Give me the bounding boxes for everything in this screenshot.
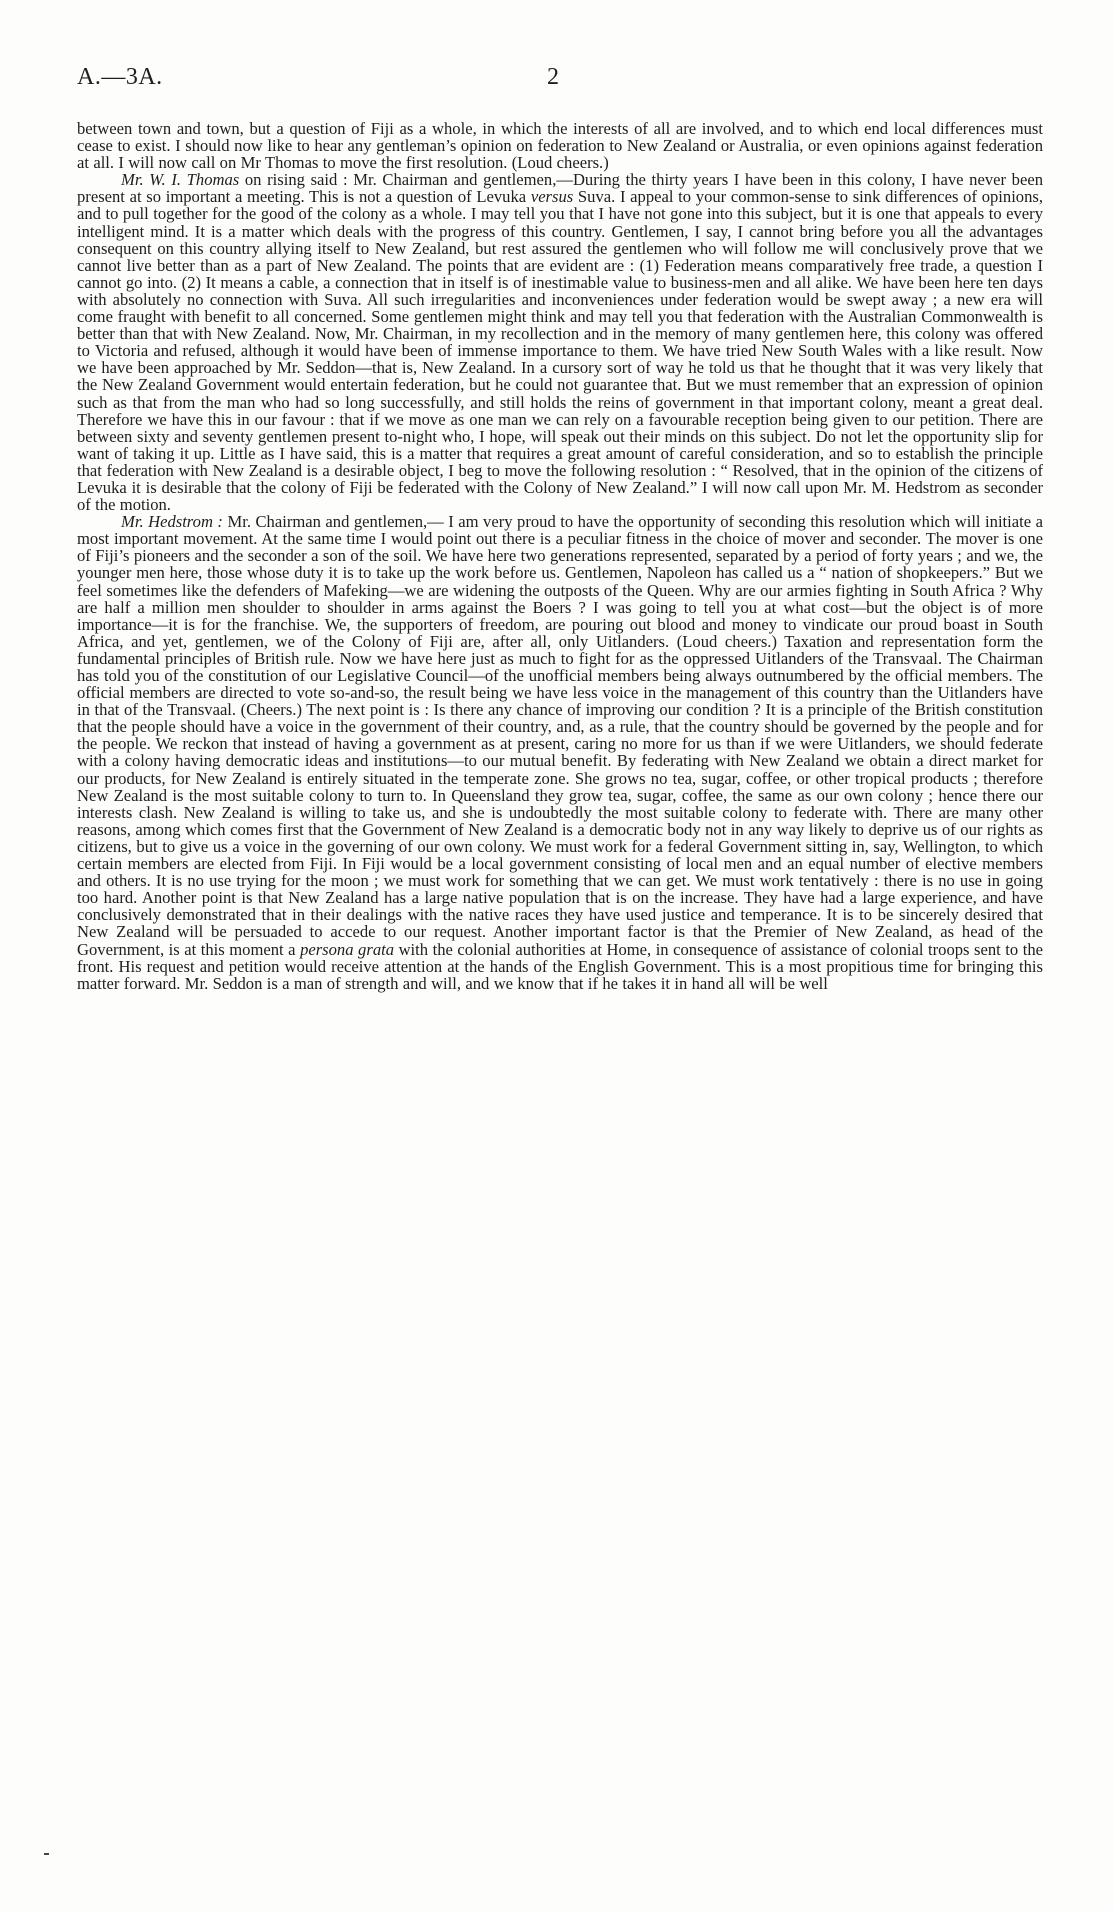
body-text bbox=[77, 120, 1043, 992]
document-reference: A.—3A. bbox=[77, 64, 163, 90]
paragraph-text: Suva. I appeal to your common-sense to sink differences of opinions, and to pull together for the good of the colony as a whole. I may tell you that I have not gone into this subject, but it is one that appeals to every intelligent mind. It is a matter which deals with the progress of this country. Gentlemen, I say, I cannot bring before you all the advantages consequent on this country allying itself to New Zealand, but rest assured the gentlemen who will follow me will conclusively prove that we cannot live better than as a part of New Zealand. The points that are evident are : (1) Federation means comparatively free trade, a question I cannot go into. (2) It means a cable, a connection that in itself is of inestimable value to business-men and all alike. We have been here ten days with absolutely no connection with Suva. All such irregularities and inconveniences under federation would be swept away ; a new era will come fraught with benefit to all concerned. Some gentlemen might think and may tell you that federation with the Australian Commonwealth is better than that with New Zealand. Now, Mr. Chairman, in my recollection and in the memory of many gentlemen here, this colony was offered to Victoria and refused, although it would have been of immense importance to them. We have tried New South Wales with a like result. Now we have been approached by Mr. Seddon—that is, New Zealand. In a cursory sort of way he told us that he thought that it was very likely that the New Zealand Government would entertain federation, but he could not guarantee that. But we must remember that an expression of opinion such as that from the man who had so long successfully, and still holds the reins of government in that important colony, meant a great deal. Therefore we have this in our favour : that if we move as one man we can rely on a favourable reception being given to our petition. There are between sixty and seventy gentlemen present to-night who, I hope, will speak out their minds on this subject. Do not let the opportunity slip for want of taking it up. Little as I have said, this is a matter that requires a great amount of careful consideration, and so to establish the principle that federation with New Zealand is a desirable object, I beg to move the following resolution : “ Resolved, that in the opinion of the citizens of Levuka it is desirable that the colony of Fiji be federated with the Colony of New Zealand.” I will now call upon Mr. M. Hedstrom as seconder of the motion. bbox=[77, 187, 1044, 515]
italic-phrase: versus bbox=[530, 187, 574, 207]
page-header bbox=[77, 64, 1037, 94]
paragraph-1: between town and town, but a question of Fiji as a whole, in which the interests of all are involved, and to which end local differences must cease to exist. I should now like to hear any gentleman’s opinion on federation to New Zealand or Australia, or even opinions against federation at all. I will now call on Mr Thomas to move the first resolution. (Loud cheers.) bbox=[77, 119, 1043, 173]
italic-phrase: persona grata bbox=[300, 939, 395, 959]
page-number: 2 bbox=[547, 64, 559, 90]
paragraph-3 bbox=[77, 513, 1043, 992]
speaker-name: Mr. W. I. Thomas bbox=[121, 170, 240, 190]
speaker-name: Mr. Hedstrom : bbox=[121, 512, 223, 532]
paragraph-text: on rising said : Mr. Chairman and gentlemen,—During the thirty years I have been in this colony, I have never been present at so important a meeting. This is not a question of Levuka bbox=[77, 170, 1043, 207]
paragraph-2 bbox=[77, 171, 1043, 513]
margin-mark bbox=[44, 1853, 49, 1855]
paragraph-text: Mr. Chairman and gentlemen,— I am very proud to have the opportunity of seconding this resolution which will initiate a most important movement. At the same time I would point out there is a peculiar fitness in the choice of mover and seconder. The mover is one of Fiji’s pioneers and the seconder a son of the soil. We have here two generations represented, separated by a period of forty years ; and we, the younger men here, those whose duty it is to take up the work before us. Gentlemen, Napoleon has called us a “ nation of shopkeepers.” But we feel sometimes like the defenders of Mafeking—we are widening the outposts of the Queen. Why are our armies fighting in South Africa ? Why are half a million men shoulder to shoulder in arms against the Boers ? I was going to tell you at what cost—but the object is of more importance—it is for the franchise. We, the supporters of freedom, are pouring out blood and money to vindicate our proud boast in South Africa, and yet, gentlemen, we of the Colony of Fiji are, after all, only Uitlanders. (Loud cheers.) Taxation and representation form the fundamental principles of British rule. Now we have here just as much to fight for as the oppressed Uitlanders of the Transvaal. The Chairman has told you of the constitution of our Legislative Council—of the unofficial members being always outnumbered by the official members. The official members are directed to vote so-and-so, the result being we have less voice in the management of this country than the Uitlanders have in that of the Transvaal. (Cheers.) The next point is : Is there any chance of improving our condition ? It is a principle of the British constitution that the people should have a voice in the government of their country, and, as a rule, that the country should be governed by the people and for the people. We reckon that instead of having a government as at present, caring no more for us than if we were Uitlanders, we should federate with a colony having democratic ideas and institutions—to our mutual benefit. By federating with New Zealand we obtain a direct market for our products, for New Zealand is entirely situated in the temperate zone. She grows no tea, sugar, coffee, or other tropical products ; therefore New Zealand is the most suitable colony to turn to. In Queensland they grow tea, sugar, coffee, the same as our own colony ; hence there our interests clash. New Zealand is willing to take us, and she is undoubtedly the most suitable colony to federate with. There are many other reasons, among which comes first that the Government of New Zealand is a democratic body not in any way likely to deprive us of our rights as citizens, but to give us a voice in the governing of our own colony. We must work for a federal Government sitting in, say, Wellington, to which certain members are elected from Fiji. In Fiji would be a local government consisting of local men and an equal number of elective members and others. It is no use trying for the moon ; we must work for something that we can get. We must work tentatively : there is no use in going too hard. Another point is that New Zealand has a large native population that is on the increase. They have had a large experience, and have conclusively demonstrated that in their dealings with the native races they have used justice and temperance. It is to be sincerely desired that New Zealand will be persuaded to accede to our request. Another important factor is that the Premier of New Zealand, as head of the Government, is at this moment a bbox=[77, 512, 1043, 959]
paragraph-text: with the colonial authorities at Home, in consequence of assistance of colonial troops sent to the front. His request and petition would receive attention at the hands of the English Government. This is a most propitious time for bringing this matter forward. Mr. Seddon is a man of strength and will, and we know that if he takes it in hand all will be well bbox=[77, 939, 1044, 993]
